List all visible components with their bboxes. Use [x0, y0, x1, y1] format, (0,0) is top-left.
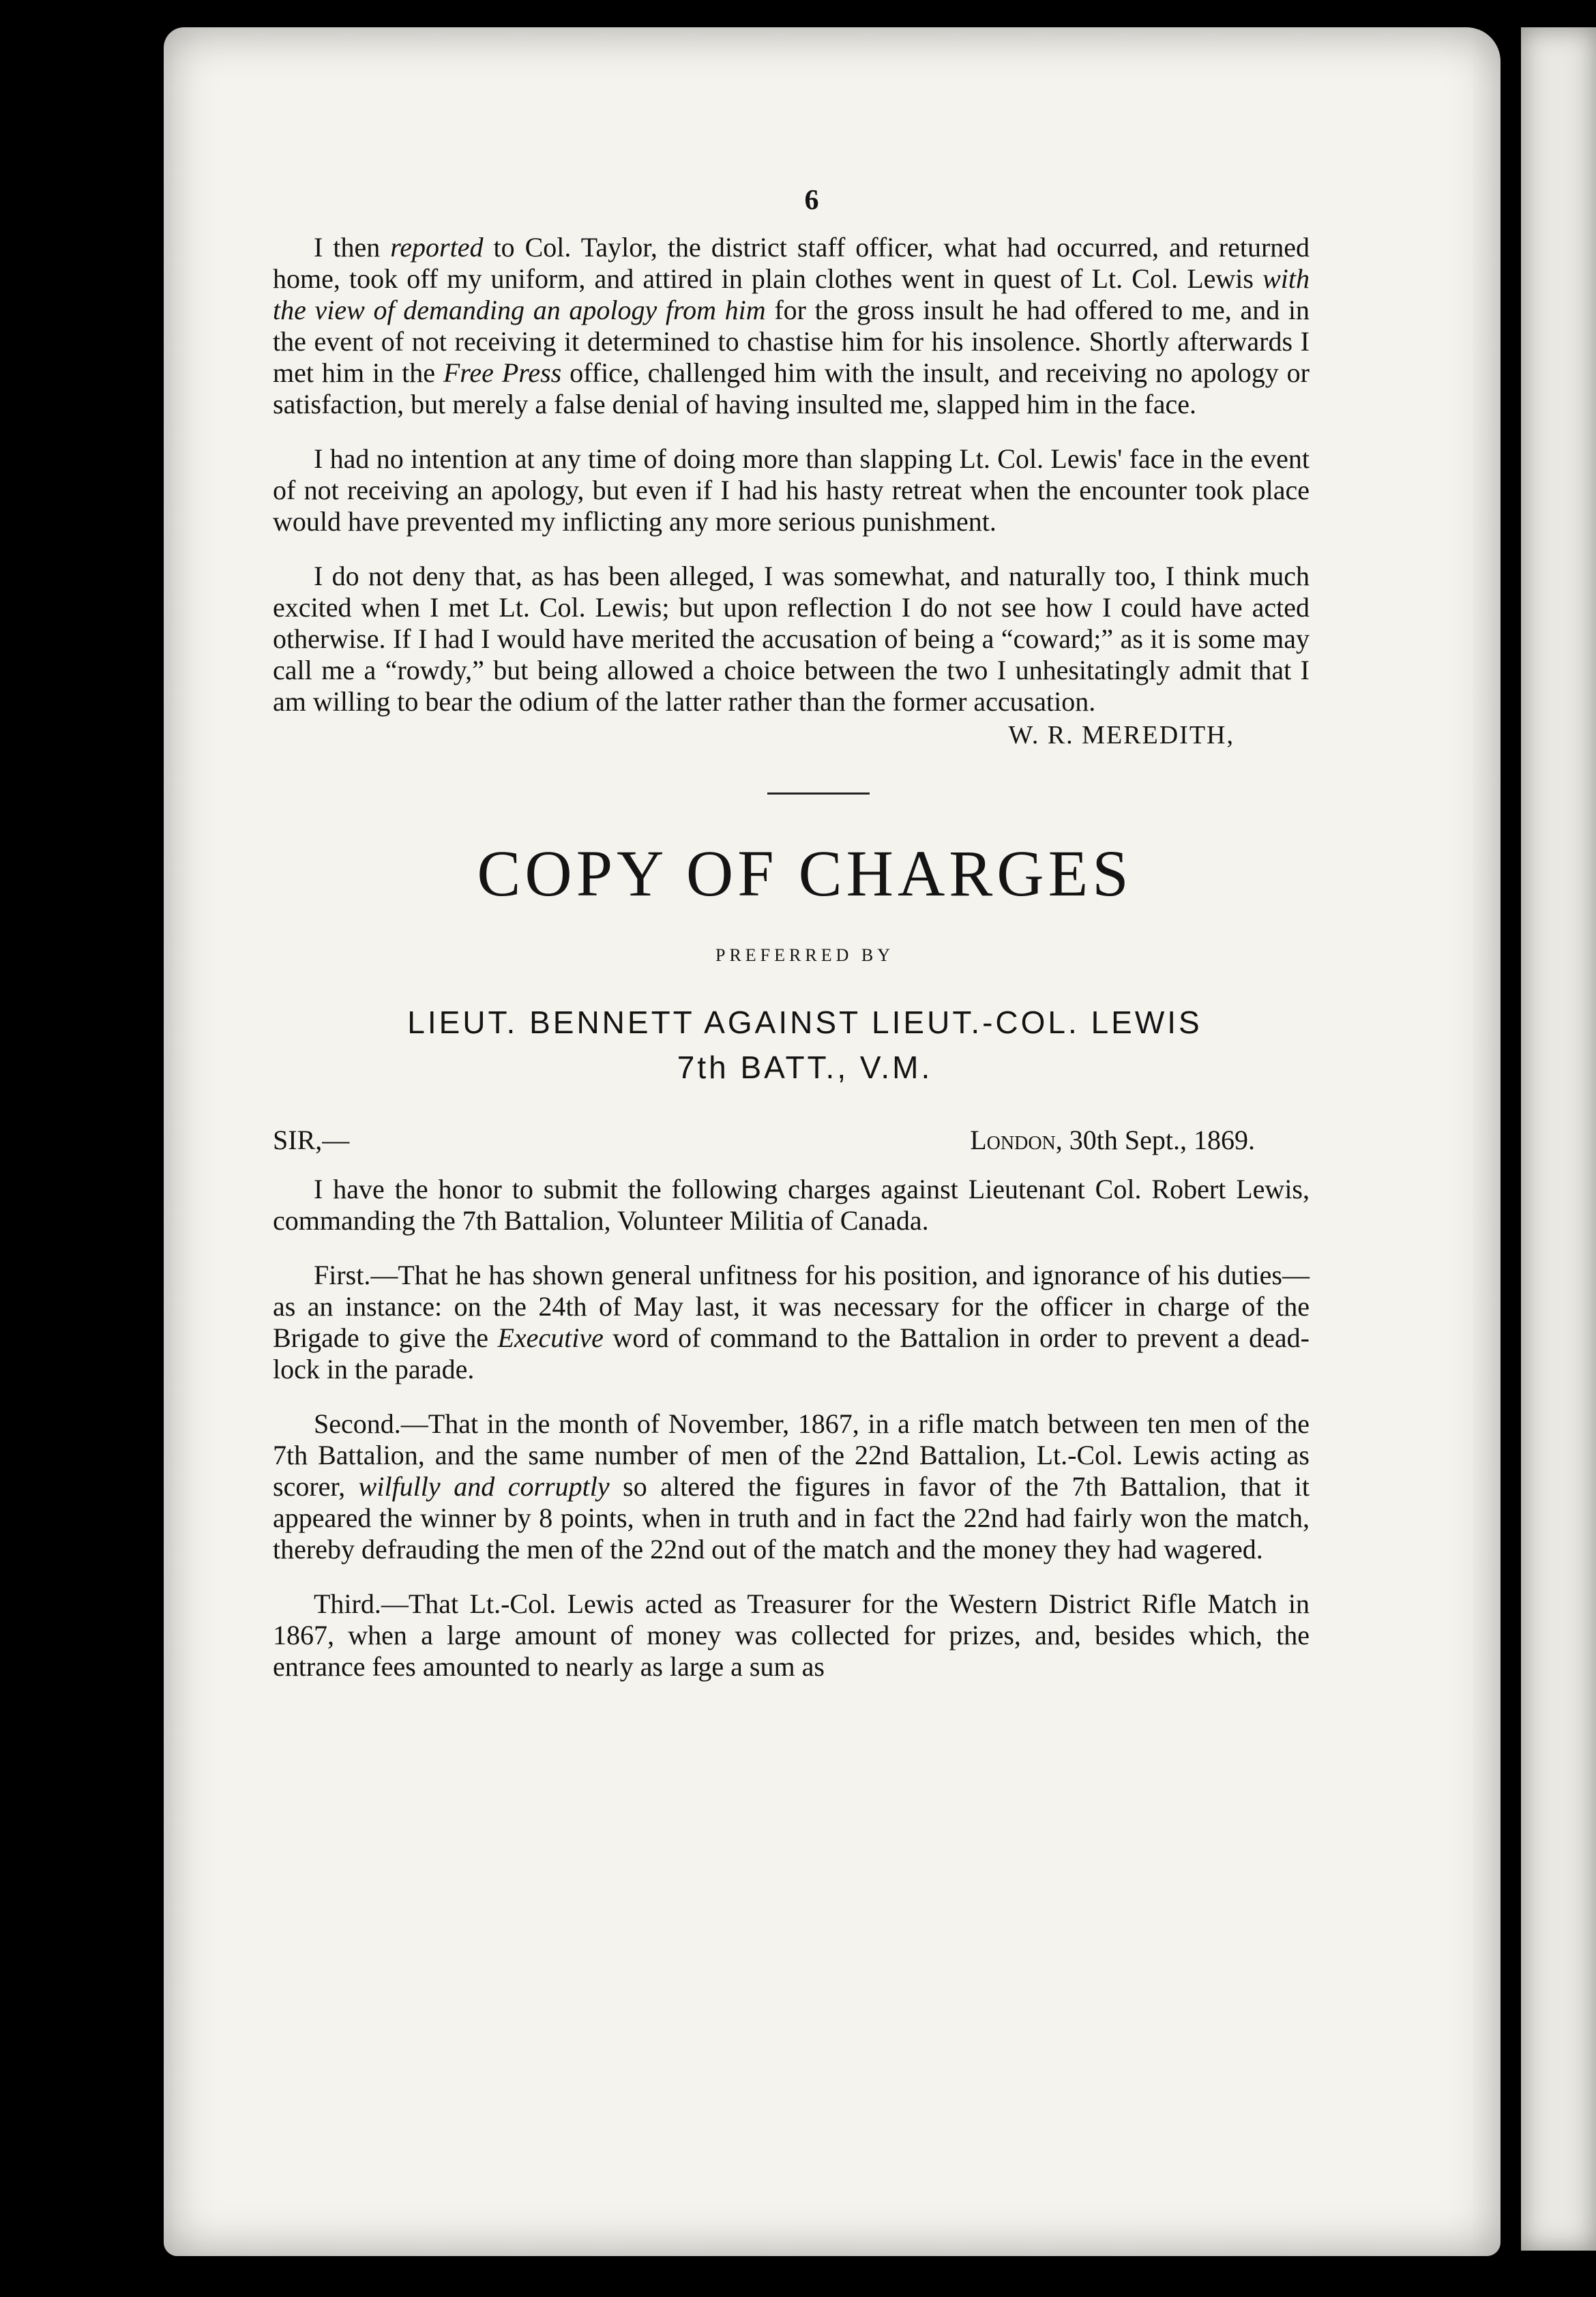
charge-first: First.—That he has shown general unfitness for his position, and ignorance of his duties—as an instance: on the 24th of May last, it was necessary for the officer in charge of the Brigade to give the Executive word of command to the Battalion in order to prevent a dead-lock in the parade. [273, 1260, 1310, 1384]
adjacent-page-edge [1521, 27, 1596, 2251]
page-number: 6 [804, 185, 819, 216]
dateline-place: London [970, 1125, 1056, 1155]
charge-second: Second.—That in the month of November, 1867, in a rifle match between ten men of the 7th Battalion, and the same number of men of the 22nd Battalion, Lt.-Col. Lewis acting as scorer, wilfully and corruptly so altered the figures in favor of the 7th Battalion, that it appeared the winner by 8 points, when in truth and in fact the 22nd had fairly won the match, thereby defrauding the men of the 22nd out of the match and the money they had wagered. [273, 1408, 1310, 1565]
section-title: COPY OF CHARGES [477, 837, 1133, 910]
statement-paragraph-1: I then reported to Col. Taylor, the district staff officer, what had occurred, and returned home, took off my uniform, and attired in plain clothes went in quest of Lt. Col. Lewis with the view of demanding an apology from him for the gross insult he had offered to me, and in the event of not receiving it determined to chastise him for his insolence. Shortly afterwards I met him in the Free Press office, challenged him with the insult, and receiving no apology or satisfaction, but merely a false denial of having insulted me, slapped him in the face. [273, 232, 1310, 419]
charge-third: Third.—That Lt.-Col. Lewis acted as Treasurer for the Western District Rifle Match in 1867, when a large amount of money was collected for prizes, and, besides which, the entrance fees amounted to nearly as large a sum as [273, 1588, 1310, 1682]
dateline [970, 1124, 1310, 1156]
dateline-date: , 30th Sept., 1869. [1055, 1125, 1255, 1155]
preferred-by-label: PREFERRED BY [715, 945, 894, 965]
salutation-line [273, 1124, 1310, 1156]
charges-intro: I have the honor to submit the following charges against Lieutenant Col. Robert Lewis, commanding the 7th Battalion, Volunteer Militia of Canada. [273, 1174, 1310, 1236]
parties-heading [300, 1000, 1310, 1090]
section-divider [767, 792, 870, 795]
page-content [273, 184, 1310, 1706]
statement-paragraph-3: I do not deny that, as has been alleged, I was somewhat, and naturally too, I think much excited when I met Lt. Col. Lewis; but upon reflection I do not see how I could have acted otherwise. If I had I would have merited the accusation of being a “coward;” as it is some may call me a “rowdy,” but being allowed a choice between the two I unhesitatingly admit that I am willing to bear the odium of the latter rather than the former accusation. [273, 561, 1310, 717]
parties-line-2: 7th BATT., V.M. [677, 1050, 933, 1085]
parties-line-1: LIEUT. BENNETT AGAINST LIEUT.-COL. LEWIS [407, 1005, 1202, 1040]
salutation: SIR,— [273, 1125, 350, 1155]
statement-paragraph-2: I had no intention at any time of doing more than slapping Lt. Col. Lewis' face in the event of not receiving an apology, but even if I had his hasty retreat when the encounter took place would have prevented my inflicting any more serious punishment. [273, 443, 1310, 537]
signature: W. R. MEREDITH, [1008, 721, 1235, 750]
